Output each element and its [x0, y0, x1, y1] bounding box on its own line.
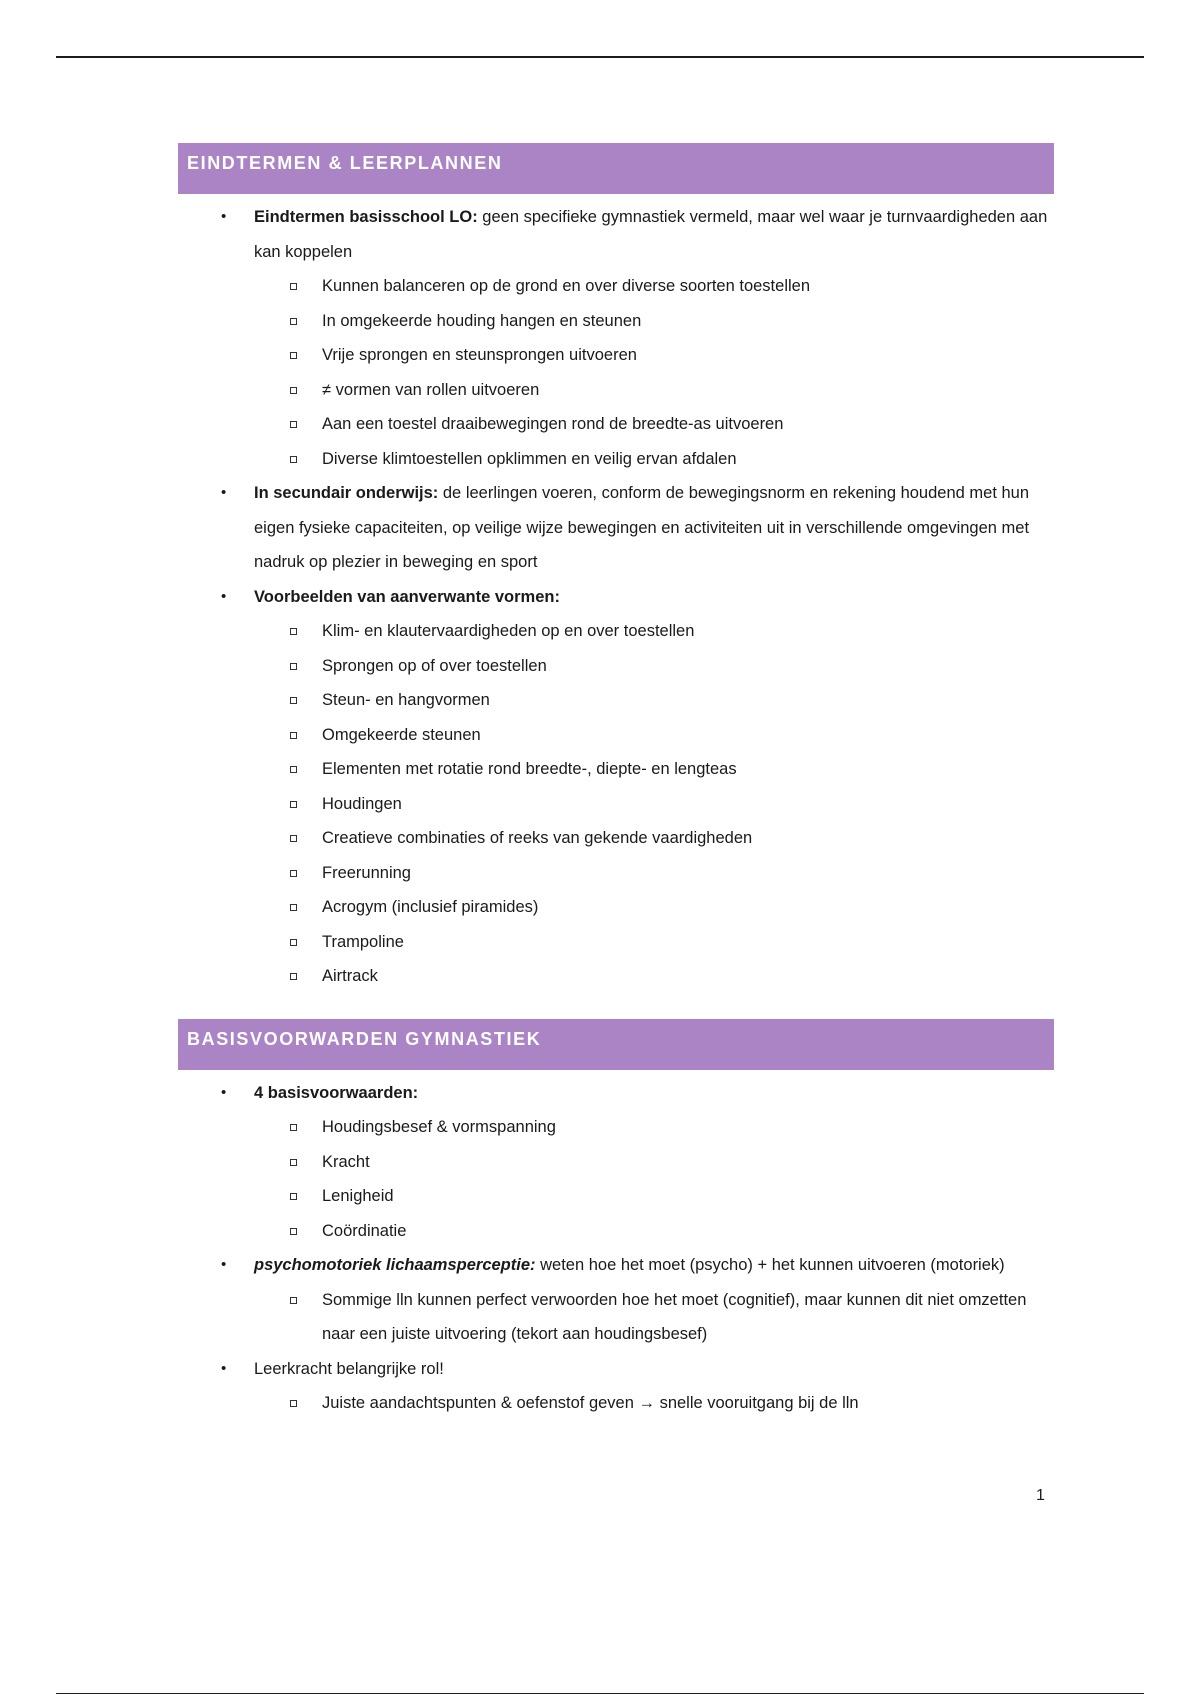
sub-list-item — [322, 338, 1054, 373]
square-bullet-icon — [290, 1159, 297, 1166]
sub-item-text: Kunnen balanceren op de grond en over diverse soorten toestellen — [322, 277, 811, 295]
sub-item-text: Juiste aandachtspunten & oefenstof geven → snelle vooruitgang bij de lln — [322, 1394, 859, 1412]
sub-list-item — [322, 1283, 1054, 1352]
sub-list — [254, 269, 1054, 476]
square-bullet-icon — [290, 1400, 297, 1407]
square-bullet-icon — [290, 1193, 297, 1200]
sub-item-text: Kracht — [322, 1152, 370, 1171]
sub-item-text: Trampoline — [322, 932, 404, 951]
sub-list — [254, 1386, 1054, 1421]
list-item — [221, 1248, 1054, 1352]
sub-list-item — [322, 1110, 1054, 1145]
square-bullet-icon — [290, 628, 297, 635]
item-text: geen specifieke gymnastiek vermeld, maar wel waar je turnvaardigheden aan kan koppelen — [254, 208, 1048, 261]
bullet-icon: • — [221, 484, 227, 501]
sub-item-text: Aan een toestel draaibewegingen rond de breedte-as uitvoeren — [322, 415, 784, 433]
sub-list-item — [322, 821, 1054, 856]
square-bullet-icon — [290, 973, 297, 980]
sub-list-item — [322, 890, 1054, 925]
sub-list-item — [322, 1214, 1054, 1249]
square-bullet-icon — [290, 904, 297, 911]
page-number: 1 — [1036, 1487, 1045, 1504]
square-bullet-icon — [290, 663, 297, 670]
square-bullet-icon — [290, 697, 297, 704]
sub-list-item — [322, 269, 1054, 304]
header-rule — [56, 56, 1144, 58]
bullet-icon: • — [221, 1083, 227, 1101]
square-bullet-icon — [290, 801, 297, 808]
sub-item-text: Diverse klimtoestellen opklimmen en veilig ervan afdalen — [322, 449, 737, 468]
sub-item-text: Creatieve combinaties of reeks van gekende vaardigheden — [322, 829, 753, 847]
section-title: EINDTERMEN & LEERPLANNEN — [187, 153, 503, 173]
sub-list-item — [322, 925, 1054, 960]
list-item — [221, 476, 1054, 580]
sub-list-item — [322, 442, 1054, 477]
sub-list-item — [322, 1145, 1054, 1180]
sub-item-text: Sprongen op of over toestellen — [322, 656, 547, 675]
section-heading-eindtermen — [178, 143, 1054, 194]
sub-item-text: Steun- en hangvormen — [322, 691, 490, 709]
bullet-icon: • — [221, 208, 227, 225]
sub-list-item — [322, 787, 1054, 822]
square-bullet-icon — [290, 835, 297, 842]
square-bullet-icon — [290, 421, 297, 428]
sub-item-text: Houdingen — [322, 794, 402, 813]
sub-list — [254, 1110, 1054, 1248]
square-bullet-icon — [290, 766, 297, 773]
item-text: de leerlingen voeren, conform de bewegingsnorm en rekening houdend met hun eigen fysieke capaciteiten, op veilige wijze bewegingen en activiteiten uit in verschillende omgevingen met nadruk op plezier in beweging en sport — [254, 484, 1030, 571]
bullet-list — [178, 1070, 1054, 1421]
sub-list-item — [322, 856, 1054, 891]
sub-item-text: In omgekeerde houding hangen en steunen — [322, 311, 642, 330]
sub-item-text: ≠ vormen van rollen uitvoeren — [322, 380, 540, 399]
sub-list-item — [322, 373, 1054, 408]
item-text: Leerkracht belangrijke rol! — [254, 1359, 444, 1378]
sub-item-text: Vrije sprongen en steunsprongen uitvoeren — [322, 346, 637, 364]
sub-item-text: Airtrack — [322, 967, 378, 985]
square-bullet-icon — [290, 352, 297, 359]
square-bullet-icon — [290, 870, 297, 877]
sub-list-item — [322, 1386, 1054, 1421]
sub-item-text: Lenigheid — [322, 1187, 394, 1205]
sub-item-text: Elementen met rotatie rond breedte-, diepte- en lengteas — [322, 760, 737, 778]
item-lead: Eindtermen basisschool LO: — [254, 208, 478, 226]
bullet-icon: • — [221, 1359, 227, 1377]
sub-item-text: Klim- en klautervaardigheden op en over toestellen — [322, 622, 695, 640]
list-item — [221, 200, 1054, 476]
square-bullet-icon — [290, 283, 297, 290]
square-bullet-icon — [290, 732, 297, 739]
section-title: BASISVOORWARDEN GYMNASTIEK — [187, 1028, 542, 1049]
bullet-icon: • — [221, 1256, 227, 1273]
sub-item-text: Coördinatie — [322, 1221, 407, 1240]
square-bullet-icon — [290, 1124, 297, 1131]
item-lead-italic: psychomotoriek lichaamsperceptie: — [254, 1256, 536, 1274]
square-bullet-icon — [290, 1228, 297, 1235]
sub-item-text: Freerunning — [322, 863, 411, 882]
sub-list-item — [322, 1179, 1054, 1214]
section-heading-basisvoorwaarden — [178, 1019, 1054, 1070]
footer-rule — [56, 1693, 1144, 1694]
bullet-list — [178, 194, 1054, 994]
item-text: weten hoe het moet (psycho) + het kunnen uitvoeren (motoriek) — [535, 1256, 1005, 1274]
sub-list-item — [322, 304, 1054, 339]
sub-list — [254, 614, 1054, 994]
list-item — [221, 580, 1054, 994]
sub-list-item — [322, 959, 1054, 994]
square-bullet-icon — [290, 1297, 297, 1304]
sub-list-item — [322, 407, 1054, 442]
square-bullet-icon — [290, 456, 297, 463]
list-item — [221, 1352, 1054, 1421]
sub-item-text: Acrogym (inclusief piramides) — [322, 898, 539, 916]
sub-list-item — [322, 649, 1054, 684]
list-item — [221, 1076, 1054, 1249]
sub-list-item — [322, 752, 1054, 787]
sub-list-item — [322, 614, 1054, 649]
sub-item-text: Omgekeerde steunen — [322, 725, 481, 744]
document-body — [178, 143, 1054, 1421]
square-bullet-icon — [290, 318, 297, 325]
square-bullet-icon — [290, 939, 297, 946]
square-bullet-icon — [290, 387, 297, 394]
item-lead: In secundair onderwijs: — [254, 484, 439, 502]
item-lead: 4 basisvoorwaarden: — [254, 1083, 419, 1102]
sub-list-item — [322, 718, 1054, 753]
sub-list — [254, 1283, 1054, 1352]
sub-list-item — [322, 683, 1054, 718]
sub-item-text: Sommige lln kunnen perfect verwoorden hoe het moet (cognitief), maar kunnen dit niet omzetten naar een juiste uitvoering (tekort aan houdingsbesef) — [322, 1290, 1027, 1343]
item-lead: Voorbeelden van aanverwante vormen: — [254, 587, 560, 606]
sub-item-text: Houdingsbesef & vormspanning — [322, 1118, 556, 1136]
bullet-icon: • — [221, 587, 227, 605]
